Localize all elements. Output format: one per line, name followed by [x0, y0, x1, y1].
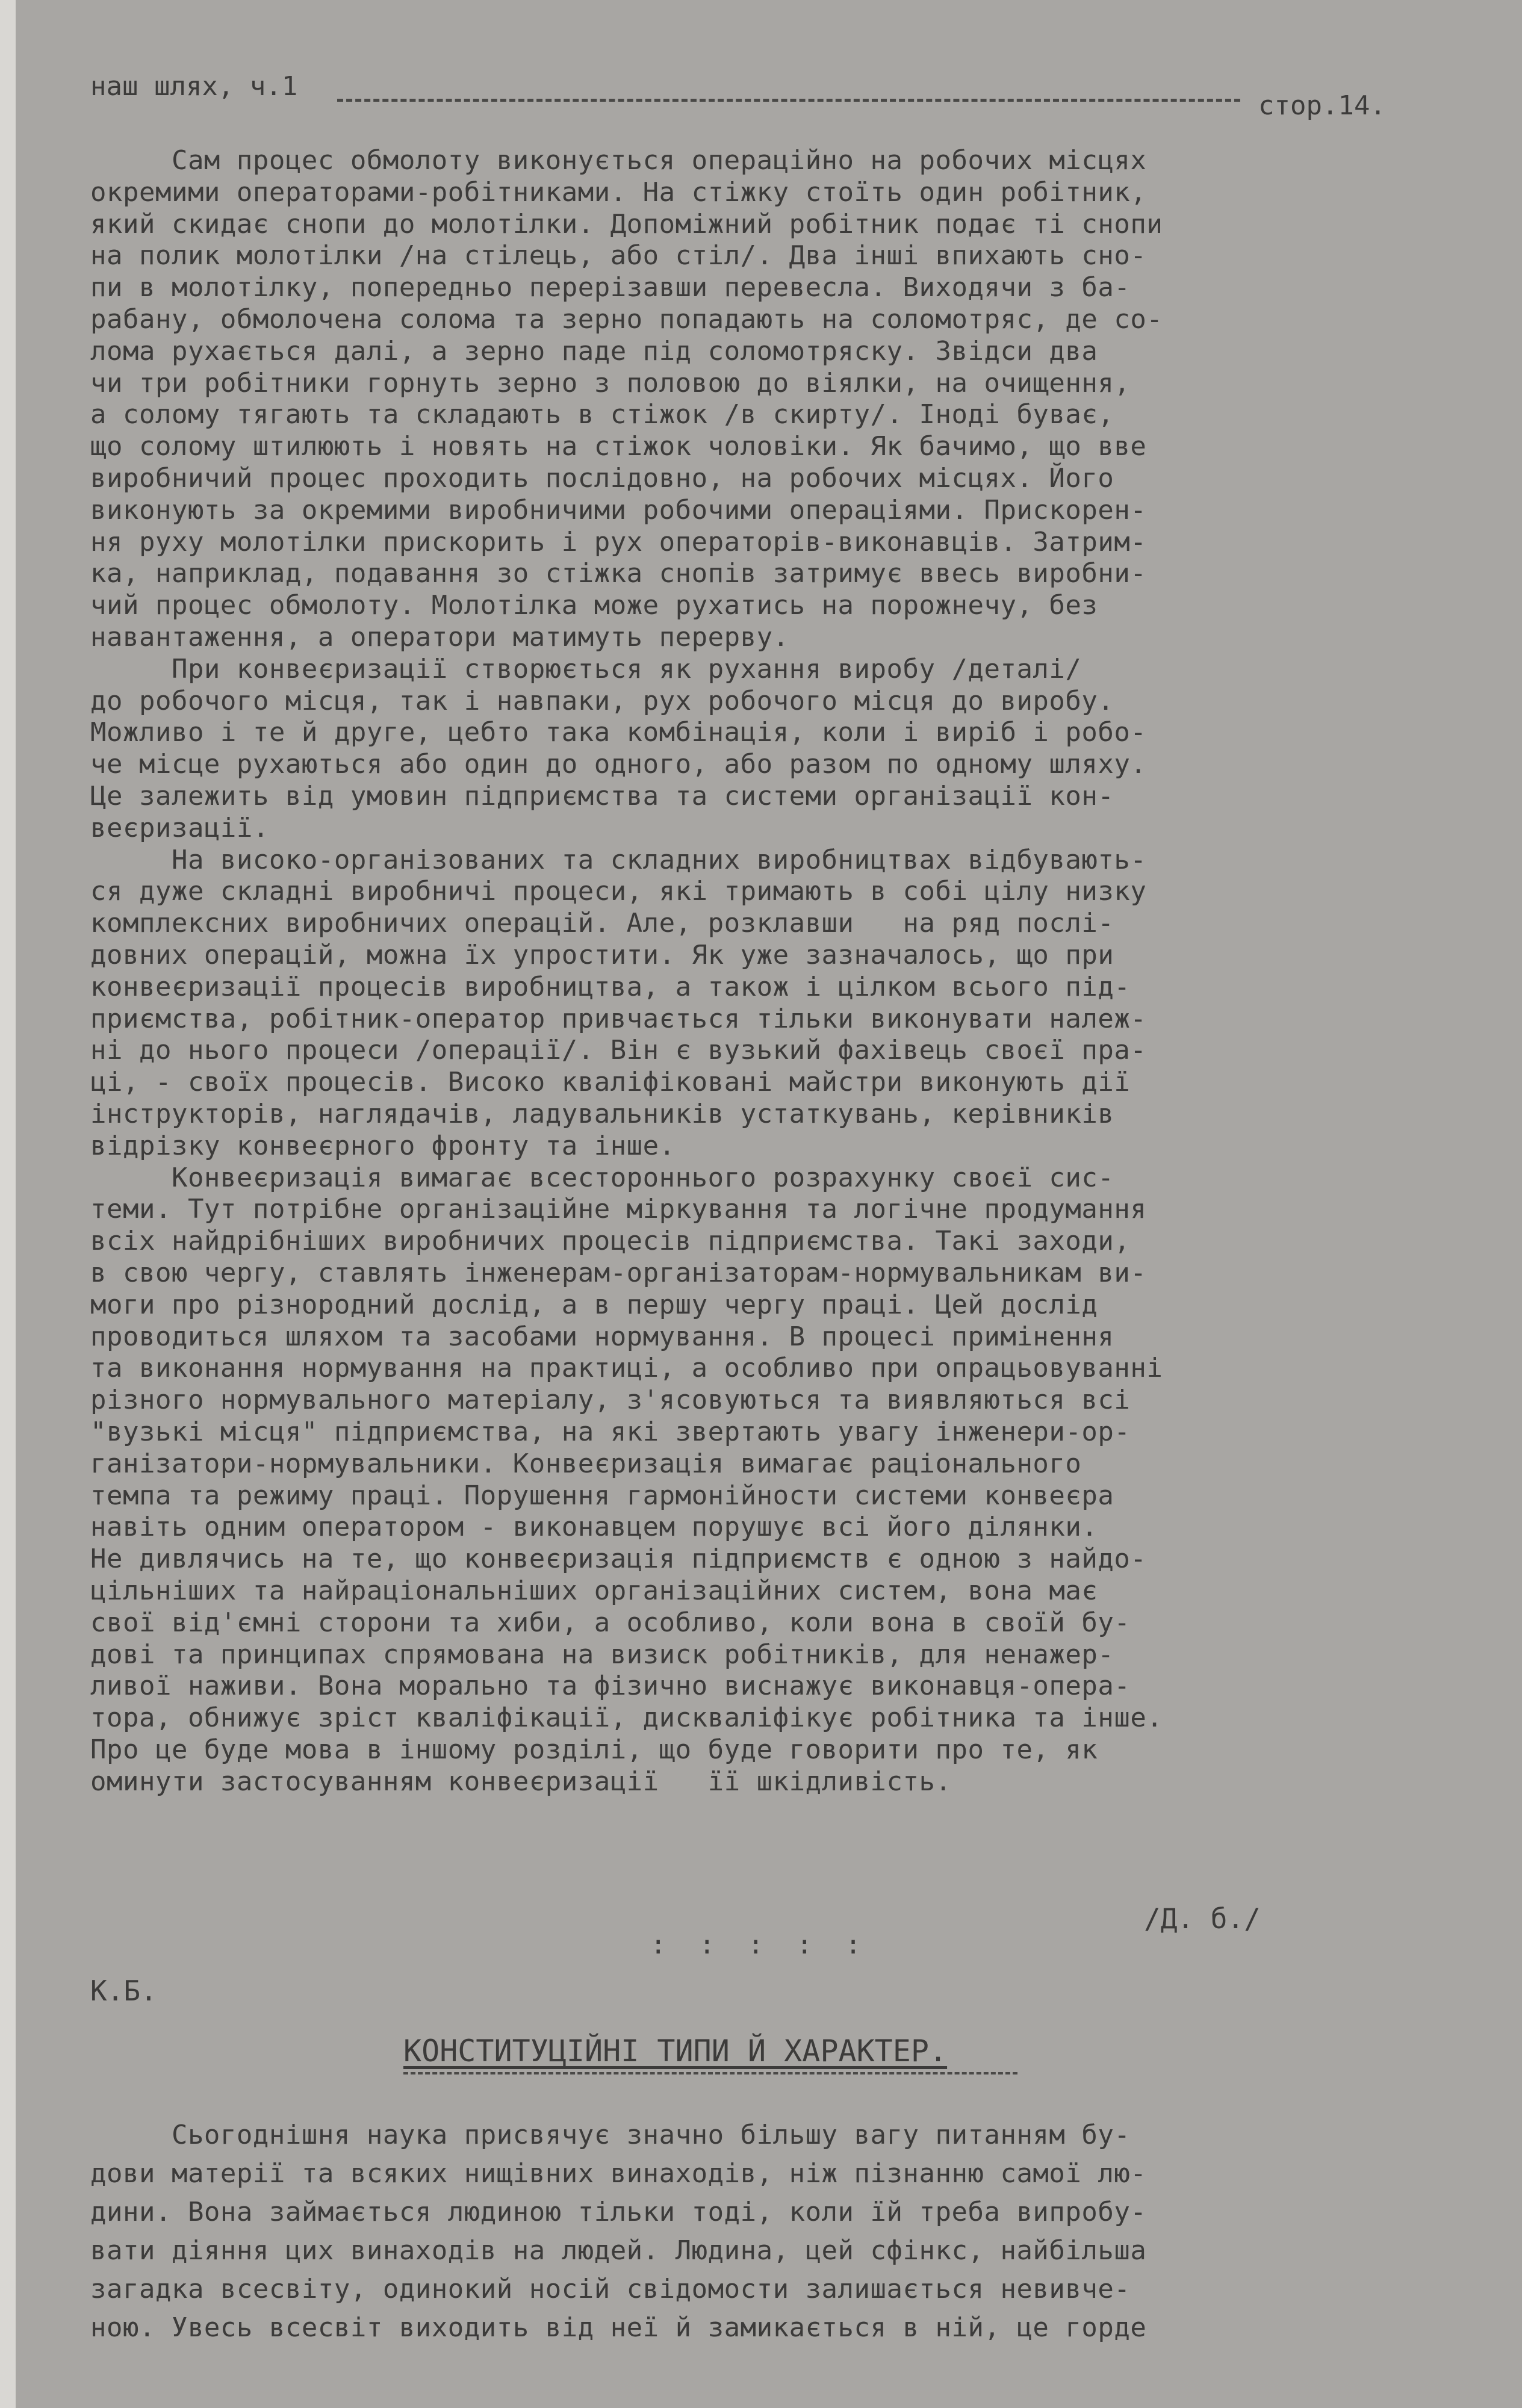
text-line: тора, обнижує зріст кваліфікації, дискваліфікує робітника та інше. [90, 1702, 1163, 1734]
text-line: всіх найдрібніших виробничих процесів підприємства. Такі заходи, [90, 1226, 1131, 1257]
text-line: ною. Увесь всесвіт виходить від неї й замикається в ній, це горде [90, 2312, 1147, 2343]
text-line: свої від'ємні сторони та хиби, а особливо, коли вона в своїй бу- [90, 1607, 1131, 1638]
text-line: чи три робітники горнуть зерно з половою до віялки, на очищення, [90, 367, 1131, 399]
text-line: веєризації. [90, 812, 269, 843]
text-line: ка, наприклад, подавання зо стіжка снопів затримує ввесь виробни- [90, 558, 1147, 589]
text-line: Сьогоднішня наука присвячує значно більшу вагу питанням бу- [90, 2120, 1131, 2150]
header-dashed-rule [337, 99, 1240, 102]
text-line: Це залежить від умовин підприємства та системи організації кон- [90, 781, 1114, 811]
text-line: лома рухається далі, а зерно паде під соломотряску. Звідси два [90, 335, 1098, 367]
text-line: виробничий процес проходить послідовно, на робочих місцях. Його [90, 463, 1114, 494]
article-signoff: /Д. б./ [1144, 1902, 1261, 1935]
text-line: дові та принципах спрямована на визиск робітників, для ненажер- [90, 1639, 1114, 1670]
text-line: вати діяння цих винаходів на людей. Людина, цей сфінкс, найбільша [90, 2235, 1147, 2266]
text-line: ці, - своїх процесів. Високо кваліфіковані майстри виконують дії [90, 1067, 1131, 1098]
text-line: темпа та режиму праці. Порушення гармонійности системи конвеєра [90, 1480, 1114, 1511]
text-line: пи в молотілку, попередньо перерізавши перевесла. Виходячи з ба- [90, 272, 1131, 303]
text-line: довних операцій, можна їх упростити. Як уже зазначалось, що при [90, 940, 1114, 970]
text-line: ливої наживи. Вона морально та фізично виснажує виконавця-опера- [90, 1671, 1131, 1702]
running-header-title: наш шлях, ч.1 [90, 71, 298, 102]
text-line: При конвеєризації створюється як рухання виробу /деталі/ [90, 653, 1082, 684]
text-line: що солому штилюють і новять на стіжок чоловіки. Як бачимо, що вве [90, 431, 1147, 462]
text-line: проводиться шляхом та засобами нормування. В процесі примінення [90, 1321, 1114, 1352]
text-line: приємства, робітник-оператор привчається тільки виконувати належ- [90, 1003, 1147, 1034]
section-separator: : : : : : [650, 1929, 870, 1960]
text-line: конвеєризації процесів виробництва, а також і цілком всього під- [90, 971, 1131, 1002]
text-line: "вузькі місця" підприємства, на які звертають увагу інженери-ор- [90, 1417, 1131, 1447]
text-line: моги про різнородний дослід, а в першу чергу праці. Цей дослід [90, 1289, 1098, 1320]
text-line: до робочого місця, так і навпаки, рух робочого місця до виробу. [90, 685, 1114, 716]
text-line: в свою чергу, ставлять інженерам-організаторам-нормувальникам ви- [90, 1258, 1147, 1288]
text-line: навіть одним оператором - виконавцем порушує всі його ділянки. [90, 1512, 1098, 1543]
text-line: на полик молотілки /на стілець, або стіл/. Два інші впихають сно- [90, 240, 1147, 272]
text-line: чий процес обмолоту. Молотілка може рухатись на порожнечу, без [90, 590, 1098, 621]
text-line: а солому тягають та складають в стіжок /в скирту/. Іноді буває, [90, 399, 1114, 430]
article-title: КОНСТИТУЦІЙНІ ТИПИ Й ХАРАКТЕР. [403, 2034, 948, 2068]
text-line: На високо-організованих та складних виробництвах відбувають- [90, 844, 1147, 875]
text-line: відрізку конвеєрного фронту та інше. [90, 1130, 676, 1161]
text-line: навантаження, а оператори матимуть перерву. [90, 622, 789, 653]
text-line: різного нормувального матеріалу, з'ясовуються та виявляються всі [90, 1385, 1131, 1416]
text-line: ні до нього процеси /операції/. Він є вузький фахівець своєї пра- [90, 1035, 1147, 1066]
text-line: виконують за окремими виробничими робочими операціями. Прискорен- [90, 494, 1147, 526]
text-line: оминути застосуванням конвеєризації її шкідливість. [90, 1766, 952, 1797]
text-line: Конвеєризація вимагає всестороннього розрахунку своєї сис- [90, 1162, 1114, 1193]
text-line: че місце рухаються або один до одного, або разом по одному шляху. [90, 749, 1147, 780]
text-line: ганізатори-нормувальники. Конвеєризація вимагає раціонального [90, 1448, 1082, 1479]
text-line: загадка всесвіту, одинокий носій свідомости залишається невивче- [90, 2274, 1131, 2304]
article-title-block [403, 2034, 1017, 2074]
text-line: Про це буде мова в іншому розділі, що буде говорити про те, як [90, 1734, 1098, 1765]
page-edge [0, 0, 16, 2408]
title-double-rule [403, 2072, 1017, 2074]
text-line: Сам процес обмолоту виконується операційно на робочих місцях [90, 145, 1147, 176]
text-line: Не дивлячись на те, що конвеєризація підприємств є одною з найдо- [90, 1544, 1147, 1575]
text-line: рабану, обмолочена солома та зерно попадають на соломотряс, де со- [90, 304, 1163, 335]
text-line: який скидає снопи до молотілки. Допоміжний робітник подає ті снопи [90, 208, 1163, 240]
text-line: цільніших та найраціональніших організаційних систем, вона має [90, 1575, 1098, 1606]
text-line: та виконання нормування на практиці, а особливо при опрацьовуванні [90, 1353, 1163, 1384]
text-line: Можливо і те й друге, цебто така комбінація, коли і виріб і робо- [90, 717, 1147, 748]
text-line: інструкторів, наглядачів, ладувальників устаткувань, керівників [90, 1099, 1114, 1129]
text-line: окремими операторами-робітниками. На стіжку стоїть один робітник, [90, 176, 1147, 208]
text-line: дови матерії та всяких нищівних винаходів, ніж пізнанню самої лю- [90, 2158, 1147, 2189]
page-number: стор.14. [1258, 90, 1386, 121]
text-line: теми. Тут потрібне організаційне міркування та логічне продумання [90, 1194, 1147, 1225]
article-author: К.Б. [90, 1975, 157, 2007]
text-line: дини. Вона займається людиною тільки тоді, коли їй треба випробу- [90, 2197, 1147, 2227]
text-line: ся дуже складні виробничі процеси, які тримають в собі цілу низку [90, 876, 1147, 907]
text-line: комплексних виробничих операцій. Але, розклавши на ряд послі- [90, 908, 1114, 939]
text-line: ня руху молотілки прискорить і рух операторів-виконавців. Затрим- [90, 526, 1147, 557]
